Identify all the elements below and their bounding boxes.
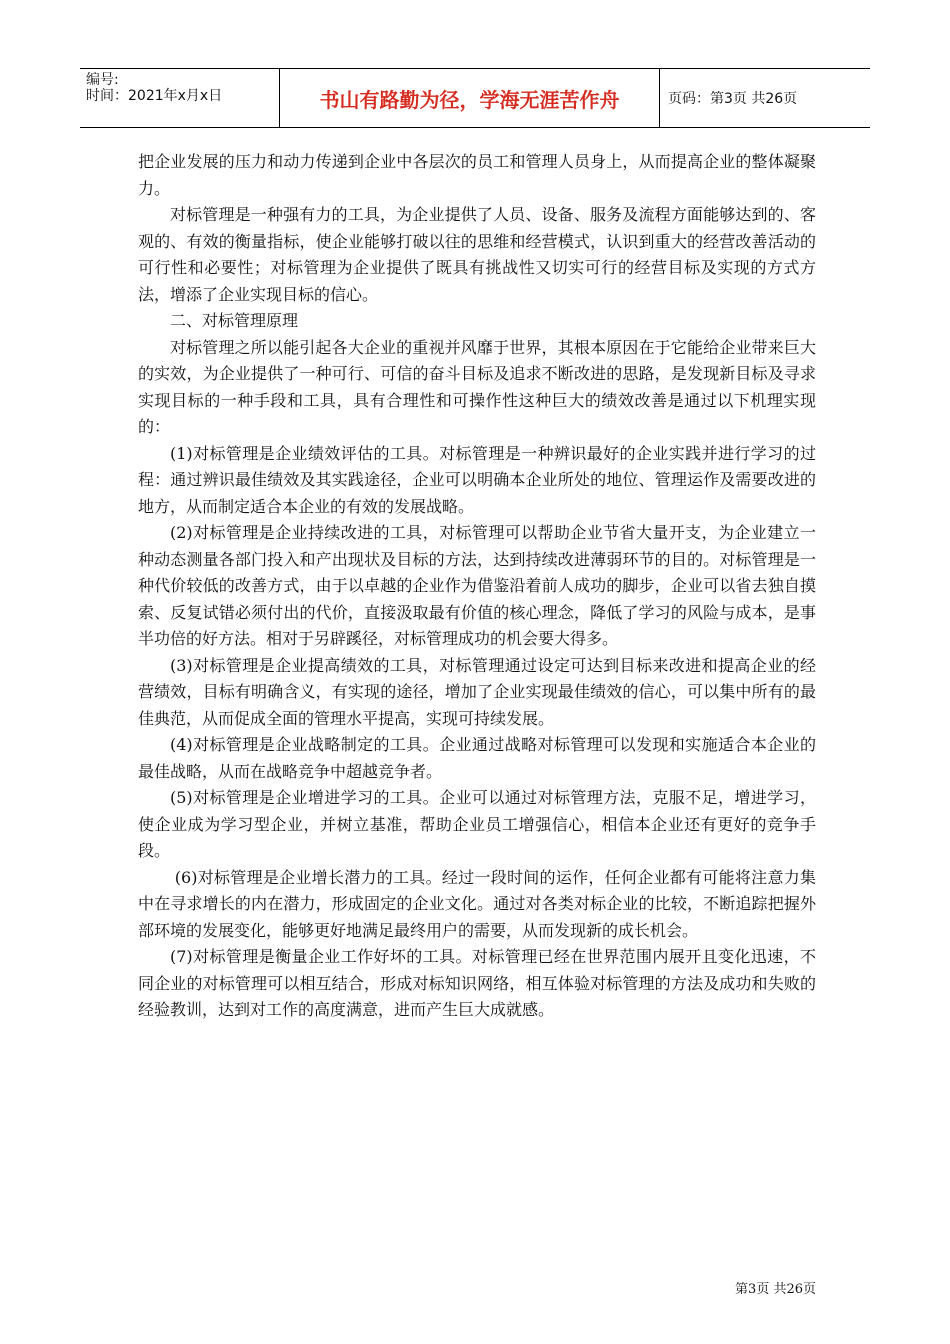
header-motto: 书山有路勤为径，学海无涯苦作舟 [280, 69, 660, 127]
document-body [138, 149, 816, 1024]
list-item: (5)对标管理是企业增进学习的工具。企业可以通过对标管理方法，克服不足，增进学习，使企业成为学习型企业，并树立基准，帮助企业员工增强信心，相信本企业还有更好的竞争手段。 [138, 788, 816, 860]
paragraph: 对标管理是一种强有力的工具，为企业提供了人员、设备、服务及流程方面能够达到的、客观的、有效的衡量指标，使企业能够打破以往的思维和经营模式，认识到重大的经营改善活动的可行性和必要性；对标管理为企业提供了既具有挑战性又切实可行的经营目标及实现的方式方法，增添了企业实现目标的信心。 [138, 205, 816, 304]
header-meta-cell [80, 69, 280, 127]
list-item: (2)对标管理是企业持续改进的工具，对标管理可以帮助企业节省大量开支，为企业建立一种动态测量各部门投入和产出现状及目标的方法，达到持续改进薄弱环节的目的。对标管理是一种代价较低的改善方式，由于以卓越的企业作为借鉴沿着前人成功的脚步，企业可以省去独自摸索、反复试错必须付出的代价，直接汲取最有价值的核心理念，降低了学习的风险与成本，是事半功倍的好方法。相对于另辟蹊径，对标管理成功的机会要大得多。 [138, 523, 816, 648]
list-item: (4)对标管理是企业战略制定的工具。企业通过战略对标管理可以发现和实施适合本企业的最佳战略，从而在战略竞争中超越竞争者。 [138, 735, 816, 781]
document-number-label: 编号: [86, 72, 119, 88]
paragraph: 对标管理之所以能引起各大企业的重视并风靡于世界，其根本原因在于它能给企业带来巨大的实效，为企业提供了一种可行、可信的奋斗目标及追求不断改进的思路，是发现新目标及寻求实现目标的一种手段和工具，具有合理性和可操作性这种巨大的绩效改善是通过以下机理实现的： [138, 337, 816, 436]
section-heading: 二、对标管理原理 [170, 311, 299, 330]
list-item: (3)对标管理是企业提高绩效的工具，对标管理通过设定可达到目标来改进和提高企业的经营绩效，目标有明确含义，有实现的途径，增加了企业实现最佳绩效的信心，可以集中所有的最佳典范，从而促成全面的管理水平提高，实现可持续发展。 [138, 655, 816, 728]
list-item: (6)对标管理是企业增长潜力的工具。经过一段时间的运作，任何企业都有可能将注意力集中在寻求增长的内在潜力，形成固定的企业文化。通过对各类对标企业的比较，不断追踪把握外部环境的发展变化，能够更好地满足最终用户的需要，从而发现新的成长机会。 [138, 867, 816, 940]
list-item: (7)对标管理是衡量企业工作好坏的工具。对标管理已经在世界范围内展开且变化迅速，不同企业的对标管理可以相互结合，形成对标知识网络，相互体验对标管理的方法及成功和失败的经验教训，达到对工作的高度满意，进而产生巨大成就感。 [138, 947, 816, 1019]
document-date-label: 时间：2021年x月x日 [86, 88, 223, 104]
page-footer-number: 第3页 共26页 [735, 1282, 816, 1297]
paragraph-continuation: 把企业发展的压力和动力传递到企业中各层次的员工和管理人员身上，从而提高企业的整体凝聚力。 [138, 152, 816, 198]
list-item: (1)对标管理是企业绩效评估的工具。对标管理是一种辨识最好的企业实践并进行学习的过程：通过辨识最佳绩效及其实践途径，企业可以明确本企业所处的地位、管理运作及需要改进的地方，从而制定适合本企业的有效的发展战略。 [138, 443, 816, 516]
page-header [80, 68, 870, 128]
header-page-number: 页码：第3页 共26页 [668, 91, 798, 107]
